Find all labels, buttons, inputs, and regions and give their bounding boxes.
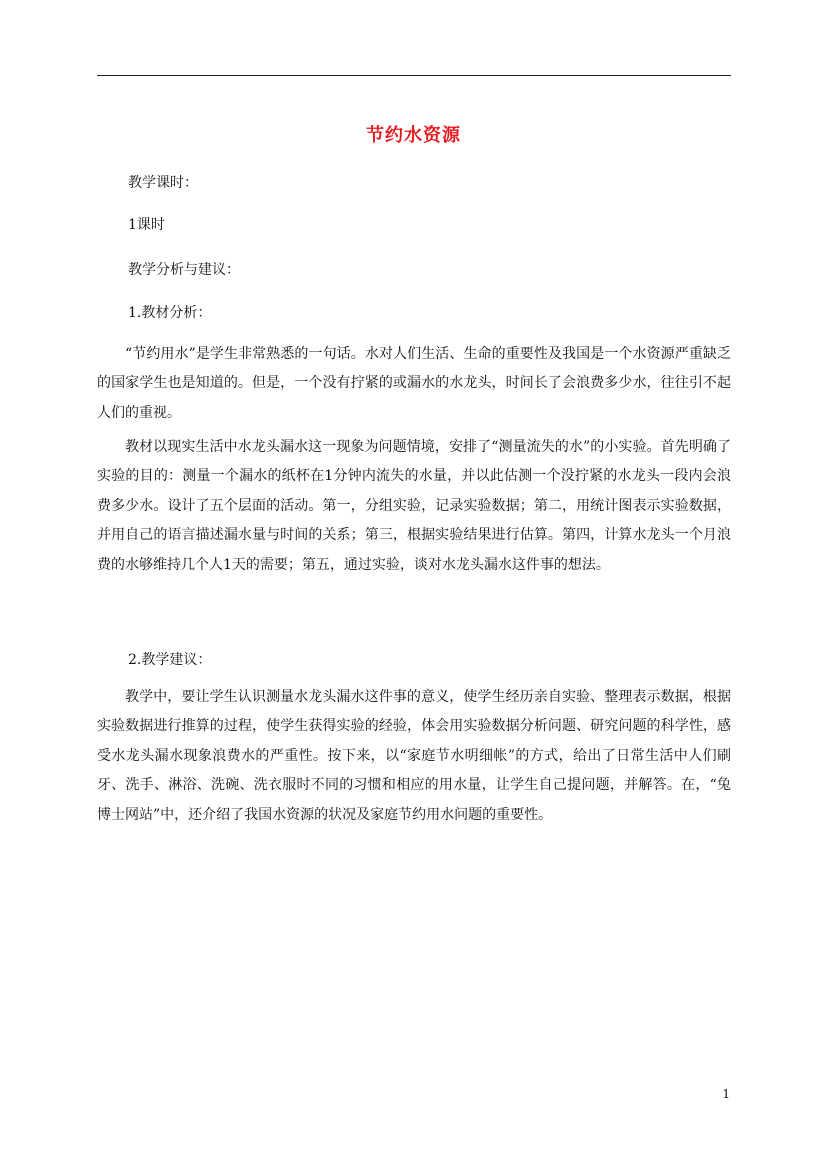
paragraph-2: 教材以现实生活中水龙头漏水这一现象为问题情境，安排了“测量流失的水”的小实验。首先明确了实验的目的：测量一个漏水的纸杯在1分钟内流失的水量，并以此估测一个没拧紧的水龙头一段内会浪费多少水。设计了五个层面的活动。第一，分组实验，记录实验数据；第二，用统计图表示实验数据，并用自己的语言描述漏水量与时间的关系；第三，根据实验结果进行估算。第四，计算水龙头一个月浪费的水够维持几个人1天的需要；第五，通过实验，谈对水龙头漏水这件事的想法。 [97,439,731,573]
header-rule [97,75,731,76]
analysis-heading: 教学分析与建议： [128,262,240,278]
textbook-analysis-heading: 1.教材分析： [128,305,212,321]
page-number: 1 [722,1087,730,1101]
class-hours-label: 教学课时： [128,175,198,191]
teaching-suggestions-heading: 2.教学建议： [128,652,212,668]
document-title: 节约水资源 [366,125,461,146]
paragraph-1: “节约用水”是学生非常熟悉的一句话。水对人们生活、生命的重要性及我国是一个水资源严重缺乏的国家学生也是知道的。但是，一个没有拧紧的或漏水的水龙头，时间长了会浪费多少水，往往引不起人们的重视。 [97,346,731,421]
paragraph-3: 教学中，要让学生认识测量水龙头漏水这件事的意义，使学生经历亲自实验、整理表示数据，根据实验数据进行推算的过程，使学生获得实验的经验，体会用实验数据分析问题、研究问题的科学性，感受水龙头漏水现象浪费水的严重性。按下来，以“家庭节水明细帐”的方式，给出了日常生活中人们刷牙、洗手、淋浴、洗碗、洗衣服时不同的习惯和相应的用水量，让学生自己提问题，并解答。在，“兔博士网站”中，还介绍了我国水资源的状况及家庭节约用水问题的重要性。 [97,689,731,823]
class-hours-value: 1课时 [128,217,165,233]
